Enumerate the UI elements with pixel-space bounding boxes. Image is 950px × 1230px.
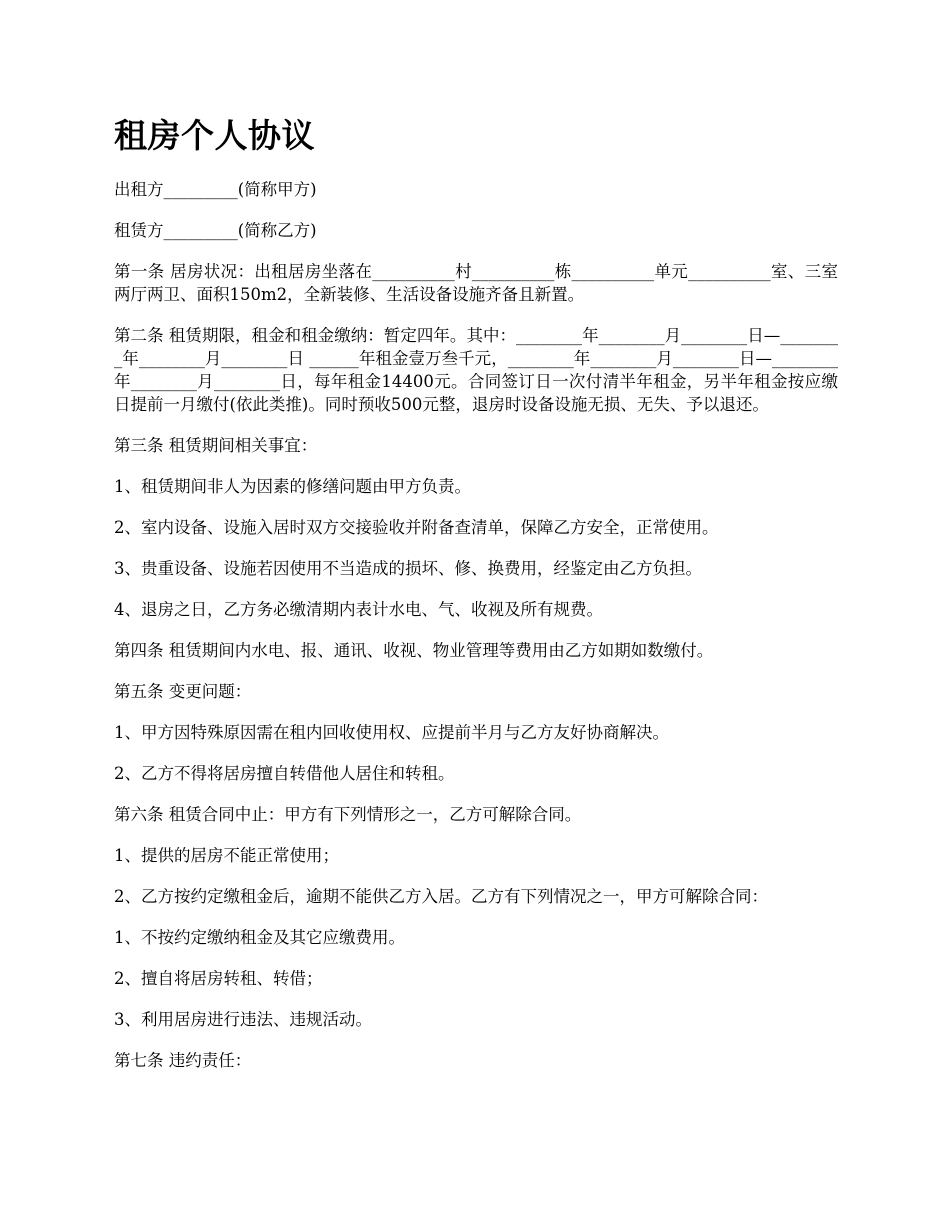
article-6-item-1: 1、提供的居房不能正常使用； [114,846,339,865]
article-3-item-2: 2、室内设备、设施入居时双方交接验收并附备查清单，保障乙方安全，正常使用。 [114,518,719,537]
article-3-item-3: 3、贵重设备、设施若因使用不当造成的损坏、修、换费用，经鉴定由乙方负担。 [114,559,702,578]
article-7-heading: 第七条 违约责任： [114,1051,252,1070]
article-3-item-1: 1、租赁期间非人为因素的修缮问题由甲方负责。 [114,477,471,496]
document-title: 租房个人协议 [114,116,315,155]
document-page [114,112,838,1090]
article-3-heading: 第三条 租赁期间相关事宜： [114,436,318,455]
article-3-item-4: 4、退房之日，乙方务必缴清期内表计水电、气、收视及所有规费。 [114,600,603,619]
article-4-fees: 第四条 租赁期间内水电、报、通讯、收视、物业管理等费用由乙方如期如数缴付。 [114,641,714,660]
article-2-term-and-rent: 第二条 租赁期限，租金和租金缴纳：暂定四年。其中：________年________月________日—________年________月________日 ______年租金壹万叁千元，________年________月________日—________年________月________日，每年租金14400元。合同签订日一次付清半年租金，另半年租金按应缴日提前一月缴付(依此类推)。同时预收500元整，退房时设备设施无损、无失、予以退还。 [114,326,838,414]
article-6-lessor-item-2: 2、擅自将居房转租、转借； [114,969,323,988]
article-5-heading: 第五条 变更问题： [114,682,252,701]
lessor-line: 出租方_________(简称甲方) [114,180,317,199]
article-6-lessor-item-1: 1、不按约定缴纳租金及其它应缴费用。 [114,928,405,947]
article-6-heading: 第六条 租赁合同中止：甲方有下列情形之一，乙方可解除合同。 [114,805,582,824]
article-5-item-2: 2、乙方不得将居房擅自转借他人居住和转租。 [114,764,455,783]
article-6-item-2: 2、乙方按约定缴租金后，逾期不能供乙方入居。乙方有下列情况之一，甲方可解除合同： [114,887,768,906]
article-1-housing: 第一条 居房状况：出租居房坐落在__________村__________栋__________单元__________室、三室两厅两卫、面积150m2，全新装修、生活设备设施齐备且新置。 [114,262,838,304]
article-5-item-1: 1、甲方因特殊原因需在租内回收使用权、应提前半月与乙方友好协商解决。 [114,723,669,742]
article-6-lessor-item-3: 3、利用居房进行违法、违规活动。 [114,1010,372,1029]
lessee-line: 租赁方_________(简称乙方) [114,221,317,240]
